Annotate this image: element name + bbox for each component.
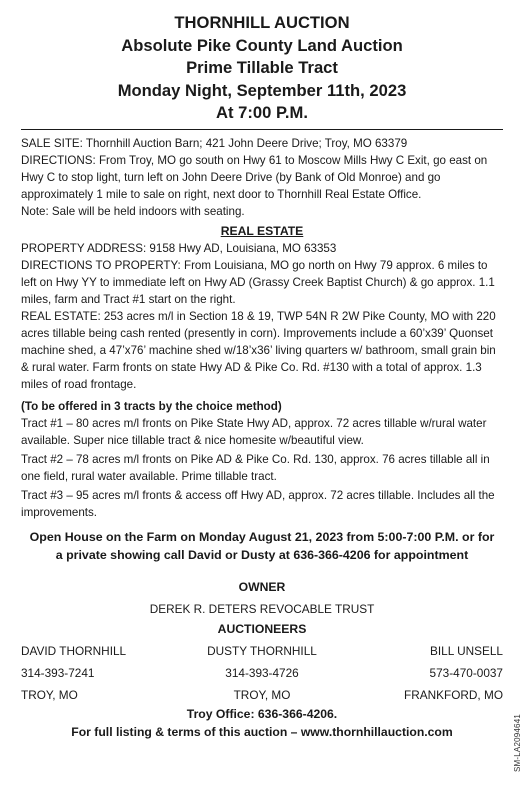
open-house-line-2: a private showing call David or Dusty at 636-366-4206 for appointment (55, 548, 469, 562)
auctioneer-city: TROY, MO (233, 687, 291, 702)
auctioneer-phone: 573-470-0037 (429, 665, 503, 680)
auctioneer-card (344, 640, 503, 706)
auctioneer-phone: 314-393-4726 (225, 665, 299, 680)
auctioneer-card (21, 640, 180, 706)
auction-time: At 7:00 P.M. (216, 103, 308, 122)
property-description: REAL ESTATE: 253 acres m/l in Section 18 & 19, TWP 54N R 2W Pike County, MO with 220 acres tillable being cash rented (presently in corn). Improvements include a 60’x39’ Quonset machine shed, a 47’x76’ machine shed w/18’x36’ living quarters w/ bathroom, small grain bin & rural water. Farm fronts on state Hwy AD & Pike Co. Rd. #130 with a total of approx. 1.3 miles of road frontage. (21, 309, 496, 391)
sale-directions: DIRECTIONS: From Troy, MO go south on Hwy 61 to Moscow Mills Hwy C Exit, go east on Hwy C to stop light, turn left on John Deere Drive (by Bank of Old Monroe) and go approximately 1 mile to sale on right, next door to Thornhill Real Estate Office. (21, 153, 488, 201)
auctioneers-title: AUCTIONEERS (217, 621, 307, 636)
office-phone: Troy Office: 636-366-4206. (186, 706, 338, 721)
header-divider (21, 129, 503, 130)
auction-company-name: THORNHILL AUCTION (174, 13, 350, 32)
property-address: PROPERTY ADDRESS: 9158 Hwy AD, Louisiana, MO 63353 (21, 241, 337, 255)
auctioneer-city: FRANKFORD, MO (404, 687, 503, 702)
auctioneer-name: DUSTY THORNHILL (207, 643, 317, 658)
ad-code: SM-LA2094641 (513, 714, 522, 772)
real-estate-section (21, 240, 503, 393)
owner-name: DEREK R. DETERS REVOCABLE TRUST (149, 601, 375, 616)
sale-info (21, 135, 503, 220)
tract-3: Tract #3 – 95 acres m/l fronts & access off Hwy AD, approx. 72 acres tillable. Includes all the improvements. (21, 488, 495, 519)
open-house (21, 528, 503, 565)
auctioneer-city: TROY, MO (21, 687, 78, 702)
real-estate-title: REAL ESTATE (220, 223, 304, 238)
auctioneer-name: DAVID THORNHILL (21, 643, 127, 658)
open-house-line-1: Open House on the Farm on Monday August 21, 2023 from 5:00-7:00 P.M. or for (29, 529, 495, 544)
auctioneer-name: BILL UNSELL (429, 643, 503, 658)
tract-2: Tract #2 – 78 acres m/l fronts on Pike AD & Pike Co. Rd. 130, approx. 76 acres tillable all in one field, rural water available. Prime tillable tract. (21, 452, 490, 483)
tracts-heading: (To be offered in 3 tracts by the choice method) (21, 399, 282, 413)
owner-title: OWNER (238, 579, 286, 594)
auction-subtitle: Prime Tillable Tract (186, 58, 338, 77)
tracts-section (21, 398, 503, 521)
auction-date: Monday Night, September 11th, 2023 (117, 80, 407, 100)
tract-1: Tract #1 – 80 acres m/l fronts on Pike State Hwy AD, approx. 72 acres tillable w/rural water available. Super nice tillable tract & nice homesite w/beautiful view. (21, 416, 487, 447)
sale-site: SALE SITE: Thornhill Auction Barn; 421 John Deere Drive; Troy, MO 63379 (21, 136, 408, 150)
auction-title: Absolute Pike County Land Auction (121, 35, 403, 55)
auctioneer-phone: 314-393-7241 (21, 665, 95, 680)
listing-website: For full listing & terms of this auction – www.thornhillauction.com (71, 724, 453, 739)
auctioneer-card (180, 640, 344, 706)
property-directions: DIRECTIONS TO PROPERTY: From Louisiana, MO go north on Hwy 79 approx. 6 miles to left on Hwy YY to immediate left on Hwy AD (Grassy Creek Baptist Church) & go approx. 1.1 miles, farm and Tract #1 start on the right. (21, 258, 495, 306)
sale-note: Note: Sale will be held indoors with seating. (21, 204, 245, 218)
ad-header (21, 12, 503, 125)
auctioneers-list (21, 640, 503, 706)
